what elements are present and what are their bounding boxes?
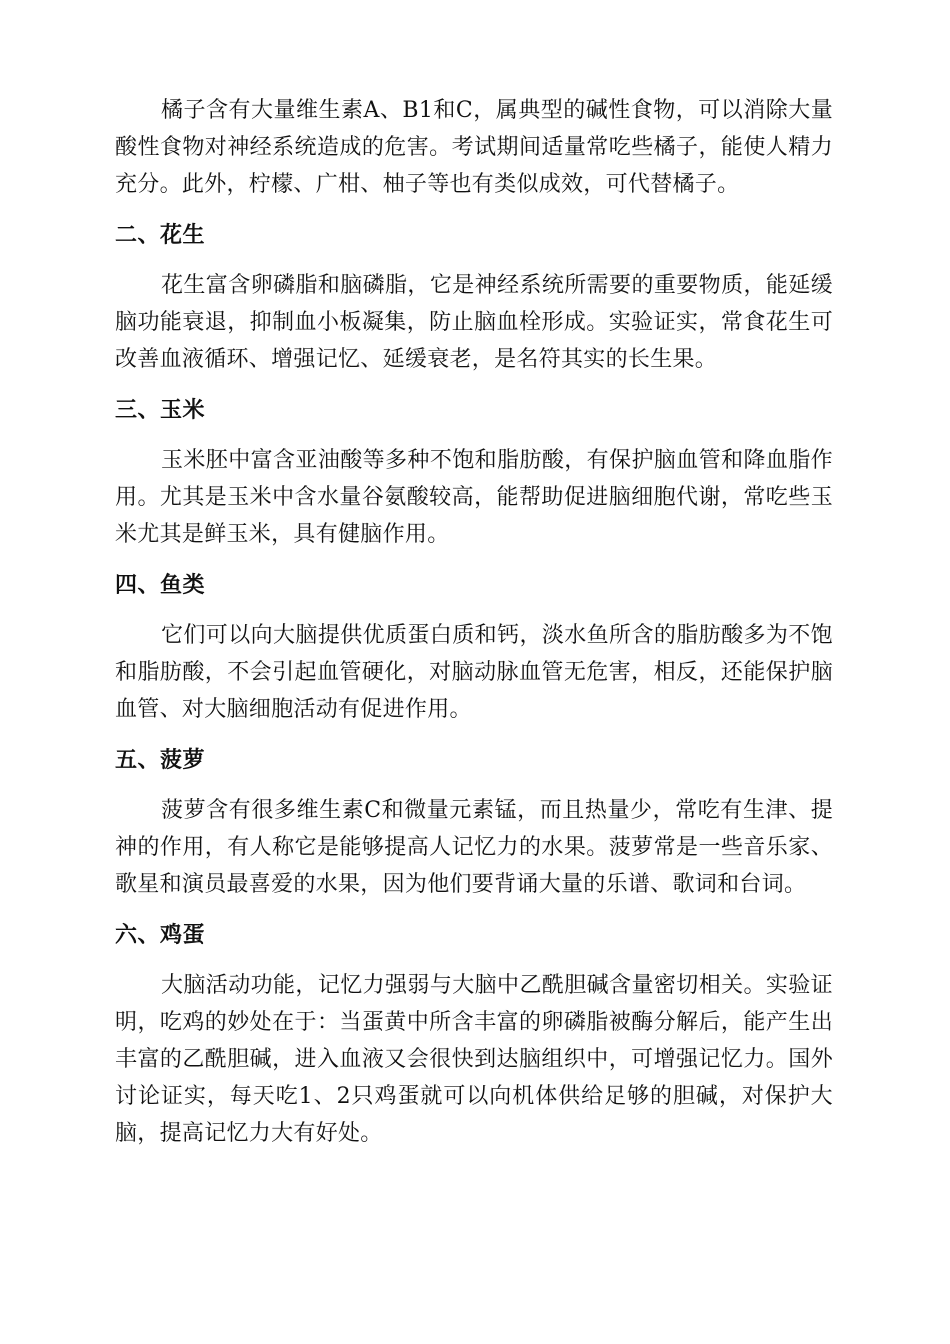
heading-fish: 四、鱼类 (115, 573, 206, 598)
heading-pineapple: 五、菠萝 (115, 748, 206, 773)
heading-peanuts: 二、花生 (115, 223, 206, 248)
heading-corn: 三、玉米 (115, 398, 206, 423)
paragraph-fish: 它们可以向大脑提供优质蛋白质和钙，淡水鱼所含的脂肪酸多为不饱和脂肪酸，不会引起血管硬化，对脑动脉血管无危害，相反，还能保护脑血管、对大脑细胞活动有促进作用。 (115, 623, 833, 722)
paragraph-oranges: 橘子含有大量维生素A、B1和C，属典型的碱性食物，可以消除大量酸性食物对神经系统造成的危害。考试期间适量常吃些橘子，能使人精力充分。此外，柠檬、广柑、柚子等也有类似成效，可代替橘子。 (115, 98, 833, 197)
paragraph-peanuts: 花生富含卵磷脂和脑磷脂，它是神经系统所需要的重要物质，能延缓脑功能衰退，抑制血小板凝集，防止脑血栓形成。实验证实，常食花生可改善血液循环、增强记忆、延缓衰老，是名符其实的长生果。 (115, 273, 833, 372)
heading-eggs: 六、鸡蛋 (115, 923, 206, 948)
paragraph-pineapple: 菠萝含有很多维生素C和微量元素锰，而且热量少，常吃有生津、提神的作用，有人称它是能够提高人记忆力的水果。菠萝常是一些音乐家、歌星和演员最喜爱的水果，因为他们要背诵大量的乐谱、歌词和台词。 (115, 798, 833, 897)
document-page (115, 92, 833, 1170)
paragraph-corn: 玉米胚中富含亚油酸等多种不饱和脂肪酸，有保护脑血管和降血脂作用。尤其是玉米中含水量谷氨酸较高，能帮助促进脑细胞代谢，常吃些玉米尤其是鲜玉米，具有健脑作用。 (115, 448, 833, 547)
paragraph-eggs: 大脑活动功能，记忆力强弱与大脑中乙酰胆碱含量密切相关。实验证明，吃鸡的妙处在于：当蛋黄中所含丰富的卵磷脂被酶分解后，能产生出丰富的乙酰胆碱，进入血液又会很快到达脑组织中，可增强记忆力。国外讨论证实，每天吃1、2只鸡蛋就可以向机体供给足够的胆碱，对保护大脑，提高记忆力大有好处。 (115, 973, 833, 1146)
